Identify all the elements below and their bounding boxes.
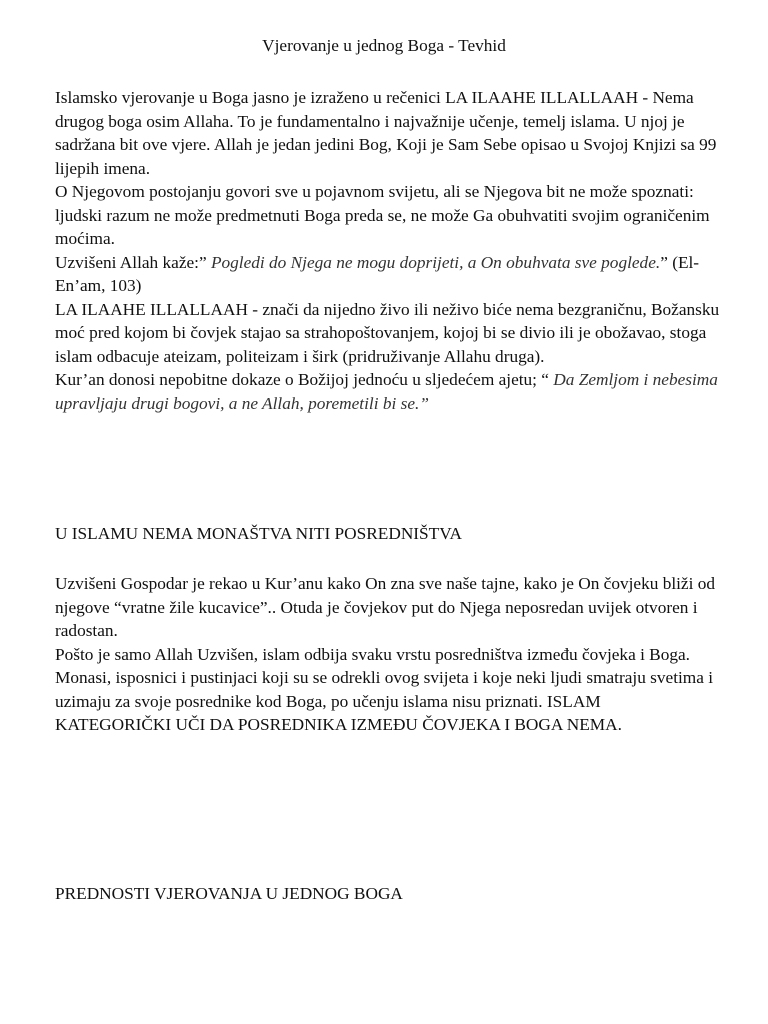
- section-monastvo: [55, 572, 721, 737]
- paragraph-text: ” (El-En’am, 103): [55, 252, 700, 295]
- paragraph: O Njegovom postojanju govori sve u pojavnom svijetu, ali se Njegova bit ne može spoznati: ljudski razum ne može predmetnuti Boga preda se, ne može Ga obuhvatiti svojim ograničenim moćima.: [55, 182, 710, 248]
- quran-quote: Pogledi do Njega ne mogu doprijeti, a On obuhvata sve poglede.: [210, 252, 661, 272]
- paragraph-with-quote: [55, 251, 721, 298]
- paragraph: Uzvišeni Gospodar je rekao u Kur’anu kako On zna sve naše tajne, kako je On čovjeku bliži od njegove “vratne žile kucavice”.. Otuda je čovjekov put do Njega neposredan uvijek otvoren i radostan.: [55, 574, 716, 640]
- section-heading-prednosti: PREDNOSTI VJEROVANJA U JEDNOG BOGA: [55, 884, 403, 903]
- paragraph: Pošto je samo Allah Uzvišen, islam odbija svaku vrstu posredništva između čovjeka i Boga.: [55, 644, 690, 664]
- paragraph: Monasi, isposnici i pustinjaci koji su se odrekli ovog svijeta i koje neki ljudi smatraju svetima i uzimaju za svoje posrednike kod Boga, po učenju islama nisu priznati. ISLAM KATEGORIČKI UČI DA POSREDNIKA IZMEĐU ČOVJEKA I BOGA NEMA.: [55, 668, 714, 734]
- document-title: Vjerovanje u jednog Boga - Tevhid: [262, 36, 506, 55]
- paragraph-text: Uzvišeni Allah kaže:”: [55, 252, 211, 272]
- paragraph: LA ILAAHE ILLALLAAH - znači da nijedno živo ili neživo biće nema bezgraničnu, Božansku moć pred kojom bi čovjek stajao sa strahopoštovanjem, kojoj bi se divio ili je obožavao, stoga islam odbacuje ateizam, politeizam i širk (pridruživanje Allahu druga).: [55, 299, 720, 366]
- section-tevhid: [55, 86, 721, 415]
- paragraph-text: Kur’an donosi nepobitne dokaze o Božijoj jednoću u sljedećem ajetu; “: [55, 370, 554, 389]
- quran-quote: Da Zemljom i nebesima upravljaju drugi bogovi, a ne Allah, poremetili bi se.”: [55, 370, 718, 413]
- paragraph-with-quote: [55, 368, 721, 415]
- section-heading-monastvo: U ISLAMU NEMA MONAŠTVA NITI POSREDNIŠTVA: [55, 524, 462, 543]
- paragraph: Islamsko vjerovanje u Boga jasno je izraženo u rečenici LA ILAAHE ILLALLAAH - Nema drugog boga osim Allaha. To je fundamentalno i najvažnije učenje, temelj islama. U njoj je sadržana bit ove vjere. Allah je jedan jedini Bog, Koji je Sam Sebe opisao u Svojoj Knjizi sa 99 lijepih imena.: [55, 88, 717, 178]
